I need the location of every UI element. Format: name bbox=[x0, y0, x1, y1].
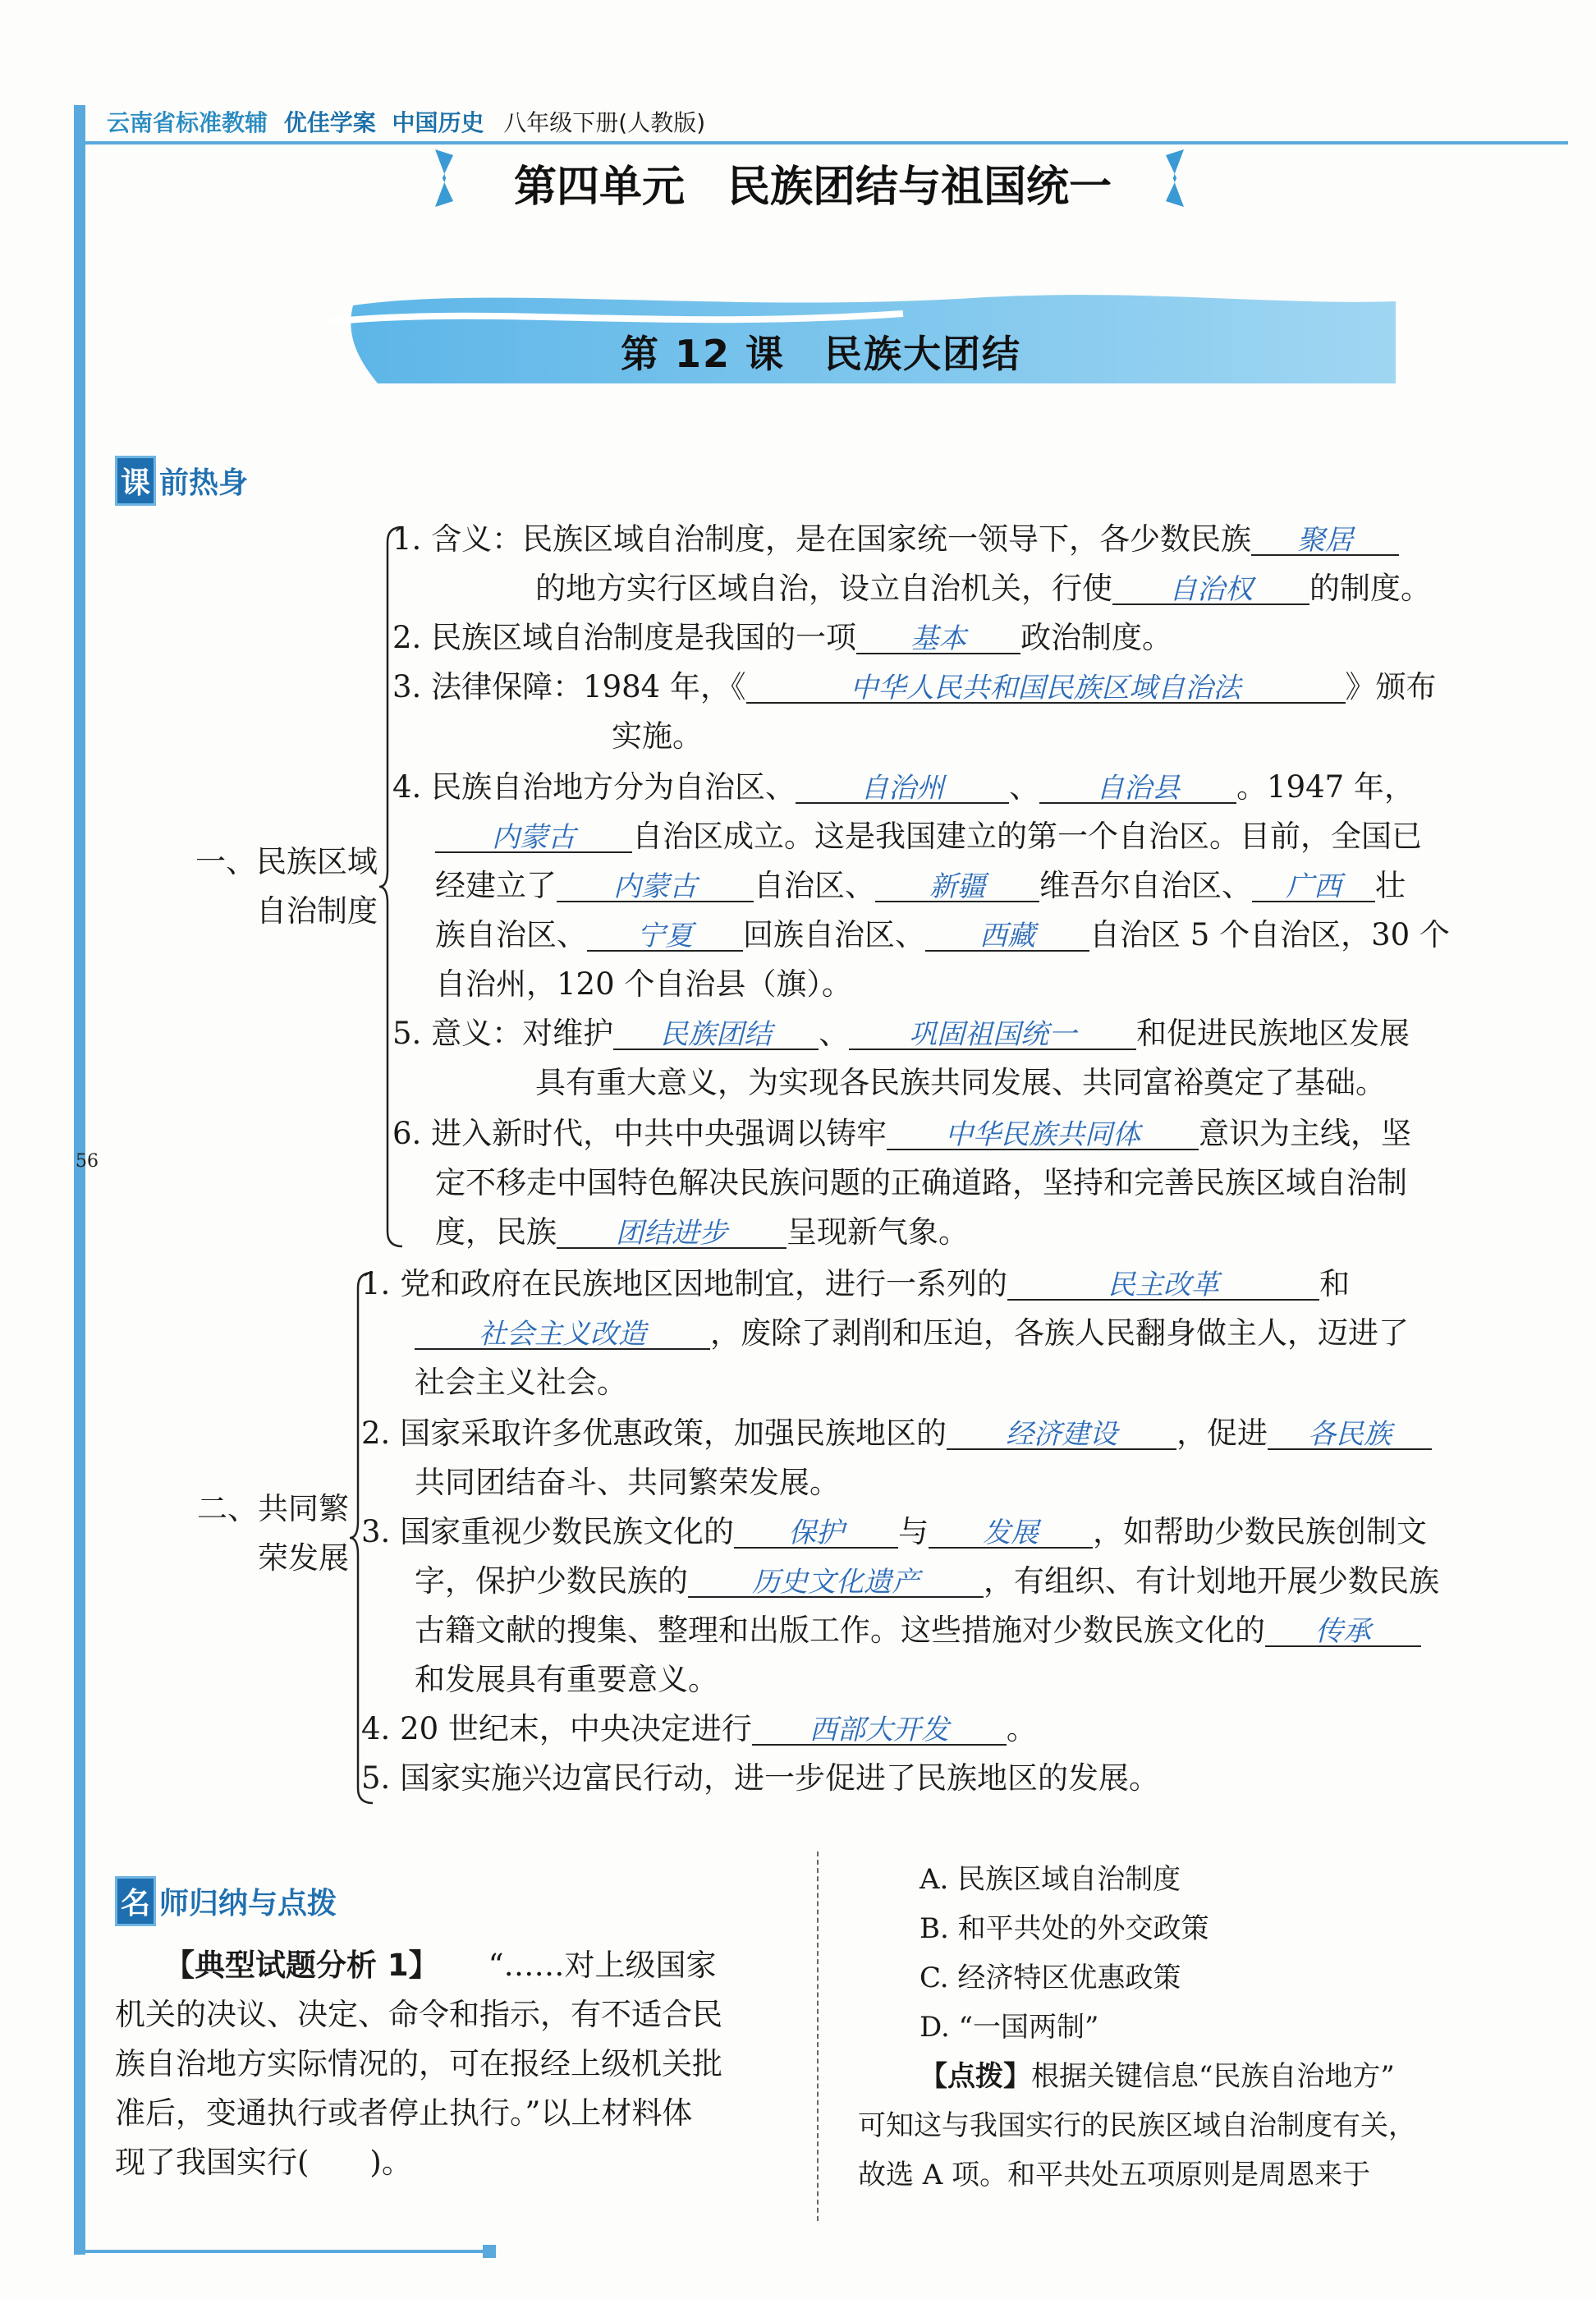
text: ，如帮助少数民族创制文 bbox=[1093, 1514, 1428, 1549]
s2-line-2 bbox=[415, 1315, 1409, 1351]
answer-blank: 各民族 bbox=[1268, 1420, 1432, 1450]
tip-line-3: 故选 A 项。和平共处五项原则是周恩来于 bbox=[858, 2159, 1371, 2191]
text: 和促进民族地区发展 bbox=[1136, 1016, 1410, 1051]
text: 的地方实行区域自治，设立自治机关，行使 bbox=[535, 571, 1112, 606]
text: 共同团结奋斗、共同繁荣发展。 bbox=[415, 1465, 840, 1500]
answer-blank: 中华人民共和国民族区域自治法 bbox=[746, 674, 1346, 704]
text: 与 bbox=[898, 1514, 929, 1549]
tip-line-2: 可知这与我国实行的民族区域自治制度有关， bbox=[858, 2109, 1416, 2142]
brand-name: 优佳学案 bbox=[283, 109, 376, 136]
text: 度，民族 bbox=[435, 1214, 557, 1250]
footer-square bbox=[483, 2245, 496, 2258]
series-name: 云南省标准教辅 bbox=[107, 109, 268, 136]
answer-blank: 传承 bbox=[1265, 1618, 1421, 1647]
text: 5. 意义：对维护 bbox=[392, 1016, 614, 1051]
text: 、 bbox=[1009, 769, 1040, 805]
text: 。1947 年， bbox=[1236, 769, 1415, 805]
text: 自治区 5 个自治区，30 个 bbox=[1089, 917, 1450, 952]
page-number: 56 bbox=[76, 1151, 99, 1172]
answer-blank: 内蒙古 bbox=[435, 824, 632, 853]
text: 准后，变通执行或者停止执行。”以上材料体 bbox=[115, 2095, 693, 2131]
unit-title: 第四单元 民族团结与祖国统一 bbox=[513, 163, 1112, 212]
s1-line-7 bbox=[435, 821, 1422, 853]
section-heading-text: 前热身 bbox=[159, 466, 249, 500]
question-tag: 【典型试题分析 1】 bbox=[164, 1948, 439, 1983]
s1-line-10 bbox=[435, 966, 852, 1002]
tip-line-1 bbox=[920, 2060, 1395, 2093]
subject-name: 中国历史 bbox=[392, 109, 484, 136]
text: 6. 进入新时代，中共中央强调以铸牢 bbox=[392, 1116, 887, 1151]
option-a: A. 民族区域自治制度 bbox=[920, 1863, 1181, 1896]
s1-line-4 bbox=[392, 669, 1437, 704]
text: 的制度。 bbox=[1309, 571, 1431, 606]
text: 现了我国实行( )。 bbox=[115, 2145, 412, 2180]
s2-line-6 bbox=[361, 1514, 1428, 1549]
text: 自治区、 bbox=[754, 868, 875, 903]
text: 3. 法律保障：1984 年，《 bbox=[392, 669, 746, 704]
option-c: C. 经济特区优惠政策 bbox=[920, 1962, 1181, 1994]
text: 具有重大意义，为实现各民族共同发展、共同富裕奠定了基础。 bbox=[535, 1065, 1386, 1100]
s1-line-3 bbox=[392, 622, 1172, 654]
question-line-2 bbox=[115, 1999, 722, 2030]
answer-blank: 西藏 bbox=[925, 922, 1089, 952]
answer-blank: 保护 bbox=[734, 1519, 898, 1549]
s2-line-1 bbox=[361, 1266, 1351, 1301]
answer-blank: 发展 bbox=[929, 1519, 1093, 1549]
text: 2. 民族区域自治制度是我国的一项 bbox=[392, 620, 857, 655]
section-heading-teacher bbox=[115, 1876, 337, 1926]
answer-blank: 经济建设 bbox=[947, 1420, 1176, 1450]
answer-blank: 广西 bbox=[1252, 873, 1375, 902]
text: 意识为主线，坚 bbox=[1199, 1116, 1412, 1151]
answer-blank: 自治州 bbox=[796, 774, 1009, 804]
text: 字，保护少数民族的 bbox=[415, 1563, 688, 1599]
question-line-5 bbox=[115, 2145, 412, 2180]
text: 4. 20 世纪末，中央决定进行 bbox=[361, 1711, 752, 1746]
s1-line-6 bbox=[392, 769, 1415, 805]
text: 维吾尔自治区、 bbox=[1039, 868, 1252, 903]
answer-blank: 宁夏 bbox=[587, 922, 743, 952]
category-prosperity bbox=[177, 1484, 349, 1583]
text: 和 bbox=[1319, 1266, 1351, 1301]
text: 古籍文献的搜集、整理和出版工作。这些措施对少数民族文化的 bbox=[415, 1613, 1265, 1648]
answer-blank: 聚居 bbox=[1251, 526, 1399, 556]
answer-blank: 自治权 bbox=[1112, 576, 1309, 605]
question-line-3 bbox=[115, 2046, 722, 2081]
s2-line-7 bbox=[415, 1563, 1439, 1599]
answer-blank: 历史文化遗产 bbox=[688, 1568, 984, 1598]
s1-line-2 bbox=[535, 573, 1431, 605]
left-border-bar bbox=[74, 105, 85, 2255]
text: 呈现新气象。 bbox=[787, 1214, 969, 1250]
text: 3. 国家重视少数民族文化的 bbox=[361, 1514, 735, 1549]
text: ，有组织、有计划地开展少数民族 bbox=[984, 1563, 1439, 1599]
column-divider bbox=[817, 1852, 819, 2221]
text: 壮 bbox=[1375, 868, 1406, 903]
s1-line-15 bbox=[435, 1214, 969, 1250]
lesson-title: 第 12 课 民族大团结 bbox=[620, 332, 1022, 376]
header-rule bbox=[74, 141, 1568, 145]
answer-blank: 基本 bbox=[856, 625, 1020, 654]
answer-blank: 团结进步 bbox=[557, 1219, 787, 1249]
text: 1. 党和政府在民族地区因地制宜，进行一系列的 bbox=[361, 1266, 1008, 1301]
category-label-line: 一、民族区域 bbox=[195, 844, 378, 879]
s1-line-9 bbox=[435, 917, 1450, 952]
answer-blank: 民主改革 bbox=[1007, 1271, 1319, 1301]
section-heading-box: 课 bbox=[115, 456, 156, 506]
category-label-line: 荣发展 bbox=[258, 1540, 349, 1576]
s2-line-11 bbox=[361, 1760, 1160, 1796]
question-line-1 bbox=[164, 1948, 717, 1983]
answer-blank: 内蒙古 bbox=[557, 873, 754, 902]
text: 自治州，120 个自治县（旗）。 bbox=[435, 966, 852, 1002]
s1-line-14 bbox=[435, 1165, 1407, 1200]
category-label-line: 二、共同繁 bbox=[197, 1491, 349, 1526]
text: 。 bbox=[1006, 1711, 1037, 1746]
answer-blank: 中华民族共同体 bbox=[887, 1121, 1199, 1150]
option-b: B. 和平共处的外交政策 bbox=[920, 1912, 1209, 1945]
section-heading-box: 名 bbox=[115, 1876, 156, 1926]
s1-line-11 bbox=[392, 1018, 1410, 1050]
text: 族自治区、 bbox=[435, 917, 587, 952]
section-heading-prestudy bbox=[115, 456, 248, 506]
s2-line-3 bbox=[415, 1365, 627, 1400]
text: 和发展具有重要意义。 bbox=[415, 1662, 718, 1697]
answer-blank: 新疆 bbox=[875, 873, 1039, 902]
s1-line-8 bbox=[435, 870, 1406, 902]
text: 回族自治区、 bbox=[743, 917, 925, 952]
text: 政治制度。 bbox=[1020, 620, 1173, 655]
tip-tag: 【点拨】 bbox=[920, 2060, 1031, 2093]
s1-line-5 bbox=[612, 718, 703, 754]
s1-line-12 bbox=[535, 1067, 1386, 1098]
footer-rule bbox=[74, 2250, 484, 2253]
option-d: D. “一国两制” bbox=[920, 2011, 1099, 2044]
answer-blank: 西部大开发 bbox=[752, 1716, 1007, 1746]
grade-name: 八年级下册(人教版) bbox=[503, 109, 706, 136]
answer-blank: 社会主义改造 bbox=[415, 1320, 710, 1350]
text: 机关的决议、决定、命令和指示，有不适合民 bbox=[115, 1997, 722, 2032]
text: 4. 民族自治地方分为自治区、 bbox=[392, 769, 796, 805]
text: 经建立了 bbox=[435, 868, 557, 903]
section-heading-text: 师归纳与点拨 bbox=[159, 1887, 337, 1920]
text: 自治区成立。这是我国建立的第一个自治区。目前，全国已 bbox=[632, 819, 1422, 854]
category-autonomy bbox=[177, 837, 378, 936]
text: 族自治地方实际情况的，可在报经上级机关批 bbox=[115, 2046, 722, 2081]
text: ，废除了剥削和压迫，各族人民翻身做主人，迈进了 bbox=[710, 1315, 1409, 1351]
answer-blank: 民族团结 bbox=[613, 1021, 819, 1050]
answer-blank: 巩固祖国统一 bbox=[849, 1021, 1136, 1050]
answer-blank: 自治县 bbox=[1039, 774, 1236, 804]
question-line-4 bbox=[115, 2095, 693, 2131]
s1-line-1 bbox=[392, 521, 1399, 557]
s2-line-5 bbox=[415, 1467, 840, 1498]
text: 2. 国家采取许多优惠政策，加强民族地区的 bbox=[361, 1416, 947, 1451]
s2-line-4 bbox=[361, 1418, 1432, 1450]
text: 1. 含义：民族区域自治制度，是在国家统一领导下，各少数民族 bbox=[392, 521, 1252, 557]
text: 实施。 bbox=[612, 718, 703, 754]
s2-line-10 bbox=[361, 1711, 1037, 1746]
s2-line-9 bbox=[415, 1664, 718, 1695]
text: 定不移走中国特色解决民族问题的正确道路，坚持和完善民族区域自治制 bbox=[435, 1165, 1407, 1200]
text: 社会主义社会。 bbox=[415, 1365, 627, 1400]
s2-line-8 bbox=[415, 1615, 1421, 1647]
text: ，促进 bbox=[1176, 1416, 1268, 1451]
running-header bbox=[107, 105, 705, 138]
text: 》颁布 bbox=[1345, 669, 1437, 704]
text: 根据关键信息“民族自治地方” bbox=[1031, 2060, 1395, 2093]
text: “……对上级国家 bbox=[488, 1948, 717, 1983]
text: 、 bbox=[819, 1016, 850, 1051]
text: 5. 国家实施兴边富民行动，进一步促进了民族地区的发展。 bbox=[361, 1760, 1160, 1796]
category-label-line: 自治制度 bbox=[256, 893, 378, 929]
s1-line-13 bbox=[392, 1118, 1411, 1150]
